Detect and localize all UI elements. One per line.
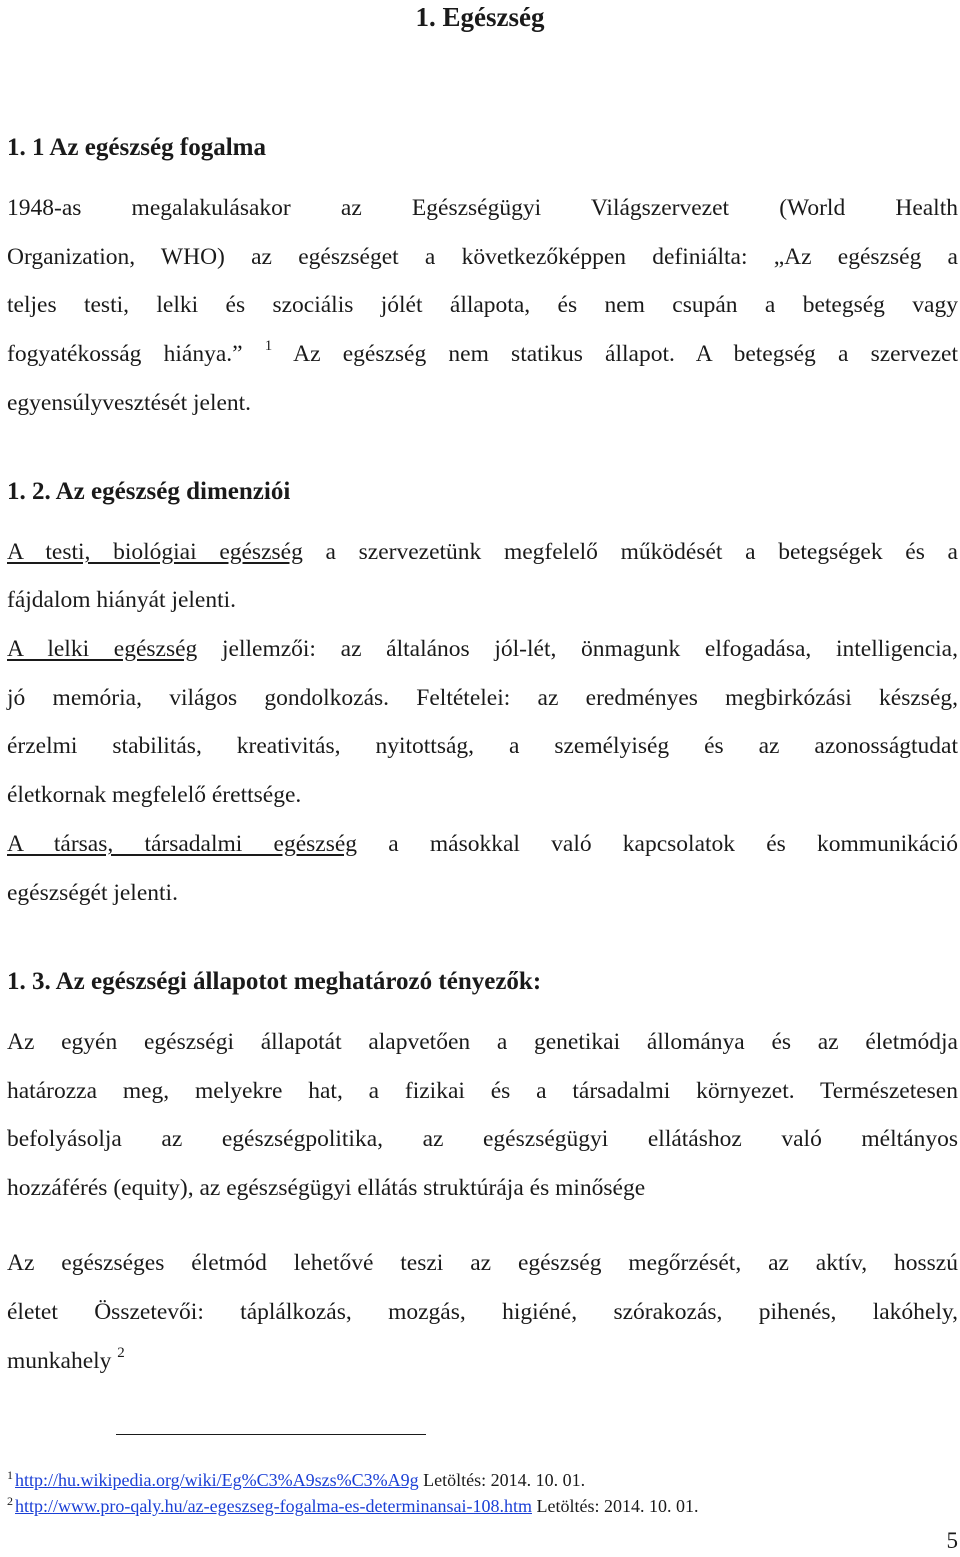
footnote-text: Letöltés: 2014. 10. 01. xyxy=(532,1496,699,1516)
paragraph-line: életet Összetevői: táplálkozás, mozgás, higiéné, szórakozás, pihenés, lakóhely, xyxy=(7,1299,958,1325)
footnote-link[interactable]: http://hu.wikipedia.org/wiki/Eg%C3%A9szs%C3%A9g xyxy=(15,1470,419,1490)
underlined-term: A társas, társadalmi egészség xyxy=(7,831,358,857)
page-number: 5 xyxy=(946,1528,958,1553)
footnote-1 xyxy=(7,1468,585,1492)
line-text: munkahely xyxy=(7,1348,118,1374)
paragraph-line xyxy=(7,1346,958,1376)
footnote-text: Letöltés: 2014. 10. 01. xyxy=(418,1470,586,1490)
footnote-ref-2[interactable]: 2 xyxy=(117,1345,125,1362)
footnote-separator xyxy=(116,1434,426,1435)
paragraph-line: fájdalom hiányát jelenti. xyxy=(7,587,237,613)
section-heading-1-3: 1. 3. Az egészségi állapotot meghatározó tényezők: xyxy=(7,968,542,995)
paragraph-line: érzelmi stabilitás, kreativitás, nyitottság, a személyiség és az azonosságtudat xyxy=(7,733,958,759)
paragraph-line: jó memória, világos gondolkozás. Feltételei: az eredményes megbirkózási készség, xyxy=(7,685,958,711)
paragraph-line: befolyásolja az egészségpolitika, az egészségügyi ellátáshoz való méltányos xyxy=(7,1126,958,1152)
line-text: a másokkal való kapcsolatok és kommunikáció xyxy=(357,831,958,857)
paragraph-line: életkornak megfelelő érettsége. xyxy=(7,782,302,808)
paragraph-line: Az egészséges életmód lehetővé teszi az egészség megőrzését, az aktív, hosszú xyxy=(7,1250,958,1276)
line-text: fogyatékosság hiánya.” xyxy=(7,341,243,367)
paragraph-line: Organization, WHO) az egészséget a következőképpen definiálta: „Az egészség a xyxy=(7,244,958,270)
paragraph-line: teljes testi, lelki és szociális jólét állapota, és nem csupán a betegség vagy xyxy=(7,292,958,318)
paragraph-line: határozza meg, melyekre hat, a fizikai és a társadalmi környezet. Természetesen xyxy=(7,1078,958,1104)
paragraph-line xyxy=(7,829,958,859)
line-text: a szervezetünk megfelelő működését a betegségek és a xyxy=(302,539,958,565)
underlined-term: A lelki egészség xyxy=(7,636,198,662)
footnote-ref-1[interactable]: 1 xyxy=(264,338,273,355)
section-heading-1-1: 1. 1 Az egészség fogalma xyxy=(7,134,266,161)
line-text: jellemzői: az általános jól-lét, önmagunk elfogadása, intelligencia, xyxy=(197,636,958,662)
footnote-2 xyxy=(7,1494,698,1518)
paragraph-line: egészségét jelenti. xyxy=(7,880,178,906)
footnote-link[interactable]: http://www.pro-qaly.hu/az-egeszseg-fogalma-es-determinansai-108.htm xyxy=(15,1496,532,1516)
footnote-number: 2 xyxy=(7,1494,13,1508)
paragraph-line xyxy=(7,537,958,567)
paragraph-line: hozzáférés (equity), az egészségügyi ellátás struktúrája és minősége xyxy=(7,1175,646,1201)
paragraph-line xyxy=(7,339,958,369)
line-text: Az egészség nem statikus állapot. A betegség a szervezet xyxy=(272,341,958,367)
paragraph-line: egyensúlyvesztését jelent. xyxy=(7,390,252,416)
section-heading-1-2: 1. 2. Az egészség dimenziói xyxy=(7,478,291,505)
chapter-title: 1. Egészség xyxy=(415,2,545,32)
underlined-term: A testi, biológiai egészség xyxy=(7,539,303,565)
paragraph-line: 1948-as megalakulásakor az Egészségügyi Világszervezet (World Health xyxy=(7,195,958,221)
footnote-number: 1 xyxy=(7,1468,13,1482)
paragraph-line: Az egyén egészségi állapotát alapvetően a genetikai állománya és az életmódja xyxy=(7,1029,958,1055)
paragraph-line xyxy=(7,634,958,664)
